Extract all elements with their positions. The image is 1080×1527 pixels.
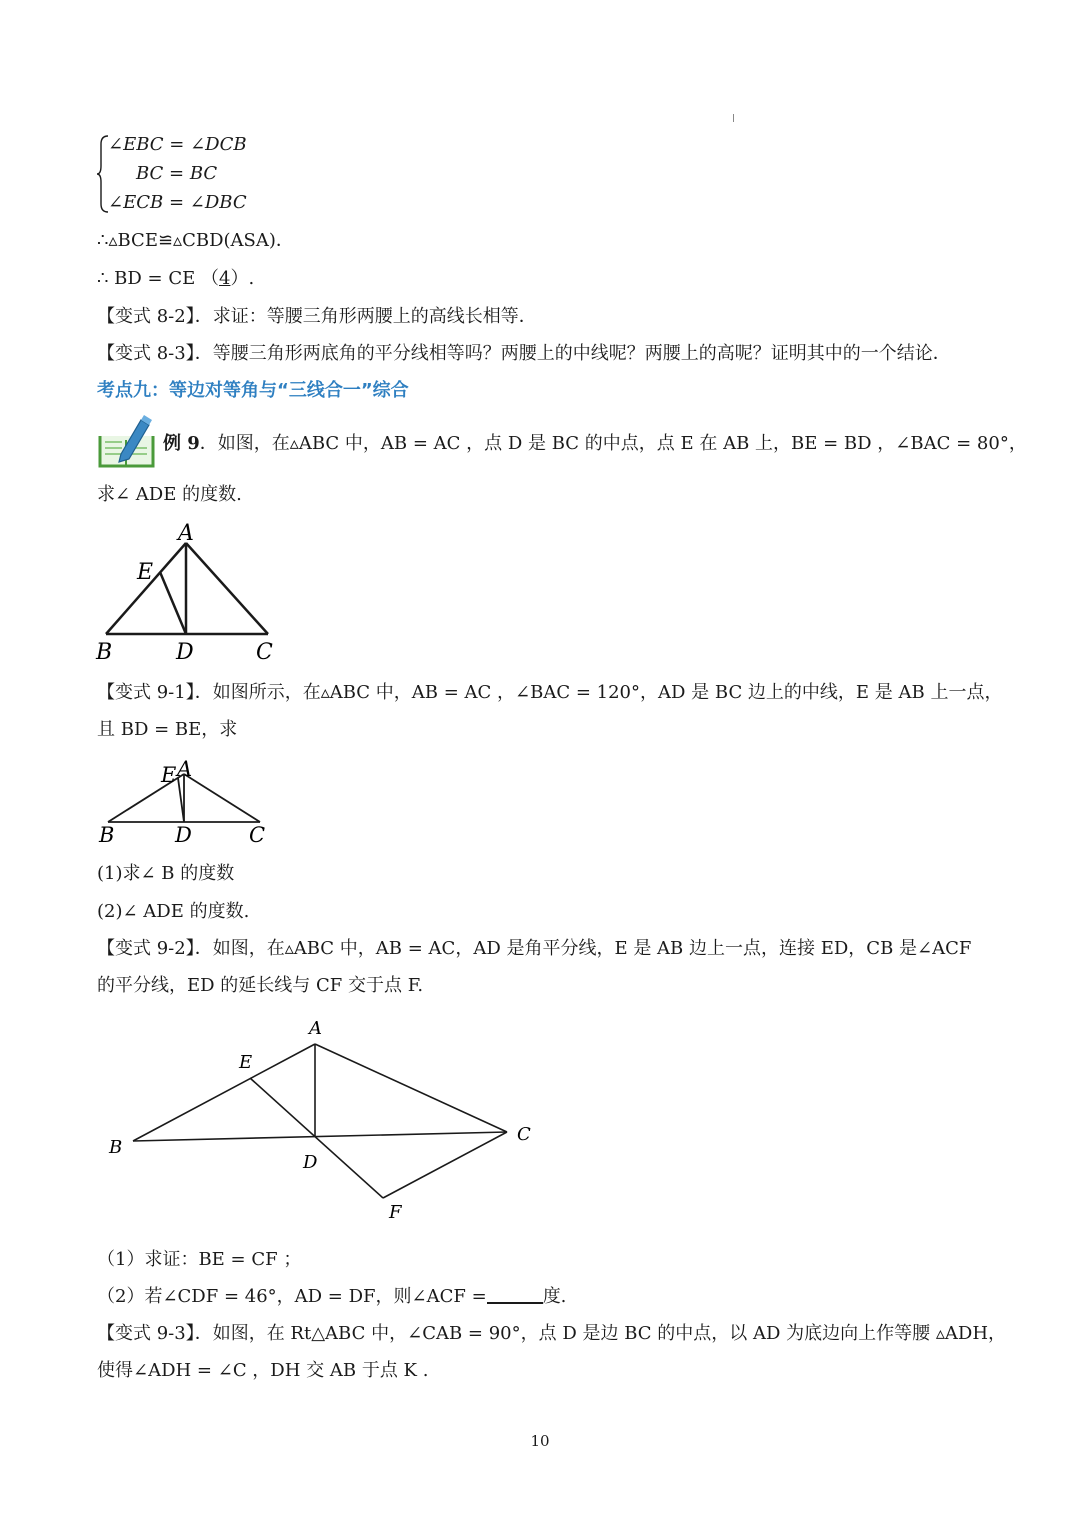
page-number: 10 [530,1432,550,1450]
fig3-label-D: D [303,1152,318,1173]
segment-ED [160,572,186,634]
variant-9-1-line-1: 【变式 9-1】．如图所示，在▵ABC 中，AB = AC ，∠BAC = 120°，AD 是 BC 边上的中线，E 是 AB 上一点， [97,682,1003,703]
fig3-label-A: A [309,1018,322,1039]
variant-8-2: 【变式 8-2】．求证：等腰三角形两腰上的高线长相等． [97,306,537,327]
variant-9-2-line-1: 【变式 9-2】．如图，在▵ABC 中，AB = AC，AD 是角平分线，E 是 AB 边上一点，连接 ED，CB 是∠ACF [97,938,972,959]
segment-AC [184,774,260,822]
fig3-label-B: B [109,1137,123,1158]
fig3-label-C: C [517,1124,531,1145]
fig1-label-D: D [176,640,194,665]
proof-line-3: ∠ECB = ∠DBC [108,192,247,213]
segment-CF [383,1132,507,1198]
fig3-label-F: F [389,1202,402,1223]
figure-variant-9-1 [90,752,280,848]
proof-line-2: BC = BC [136,163,218,184]
question-text: （2）若∠CDF = 46°，AD = DF，则∠ACF = [97,1286,487,1307]
conclusion-end: ）. [230,268,255,289]
answer-blank[interactable] [487,1284,543,1304]
segment-AC [315,1044,507,1132]
fig3-label-E: E [239,1052,253,1073]
fig2-label-C: C [249,823,266,847]
book-pencil-icon [97,414,159,470]
fig1-label-E: E [137,560,154,585]
variant-9-1-q2: (2)∠ ADE 的度数. [97,901,250,922]
variant-9-3-line-1: 【变式 9-3】．如图，在 Rt△ABC 中，∠CAB = 90°，点 D 是边 BC 的中点，以 AD 为底边向上作等腰 ▵ADH， [97,1323,1007,1344]
fig2-label-B: B [99,823,115,847]
variant-9-1-q1: (1)求∠ B 的度数 [97,863,235,884]
section-title: 考点九：等边对等角与“三线合一”综合 [97,380,409,401]
fig1-label-B: B [96,640,113,665]
variant-9-2-q2 [97,1284,566,1310]
fig2-label-A: A [177,757,193,781]
proof-conditions [108,130,247,217]
proof-conclusion-2 [97,266,254,292]
fig1-label-C: C [256,640,273,665]
proof-conclusion-1: ∴▵BCE≌▵CBD(ASA)． [97,230,294,251]
example-9-line-2: 求∠ ADE 的度数. [97,484,242,505]
segment-AB [133,1044,315,1141]
fig2-label-D: D [175,823,192,847]
figure-variant-9-2 [100,1010,550,1225]
variant-9-2-line-2: 的平分线，ED 的延长线与 CF 交于点 F. [97,975,424,996]
fig2-label-E: E [161,763,177,787]
example-text: ．如图，在▵ABC 中，AB = AC ，点 D 是 BC 的中点，点 E 在 AB 上，BE = BD ，∠BAC = 80°， [199,433,1027,454]
example-label: 例 9 [163,433,200,454]
segment-BC [133,1132,507,1141]
variant-9-1-line-2: 且 BD = BE，求 [97,719,238,740]
variant-9-2-q1: （1）求证：BE = CF ； [97,1249,302,1270]
variant-8-3: 【变式 8-3】．等腰三角形两底角的平分线相等吗？两腰上的中线呢？两腰上的高呢？证明其中的一个结论． [97,343,951,364]
figure-example-9 [90,515,290,665]
example-9-line-1 [163,431,1027,457]
segment-AC [186,543,268,634]
variant-9-3-line-2: 使得∠ADH = ∠C ，DH 交 AB 于点 K . [97,1360,429,1381]
fig1-label-A: A [178,521,194,546]
conclusion-text: ∴ BD = CE （ [97,268,219,289]
segment-AB [106,543,186,634]
header-mark [733,114,734,122]
proof-line-1: ∠EBC = ∠DCB [108,134,247,155]
reason-number: 4 [219,268,231,289]
question-unit: 度. [542,1286,567,1307]
